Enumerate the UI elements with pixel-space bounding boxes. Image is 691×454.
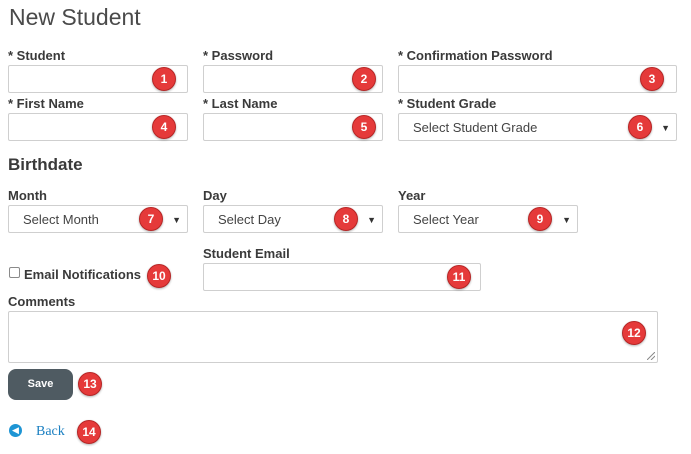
last-name-label: * Last Name xyxy=(203,96,278,111)
back-link[interactable]: Back xyxy=(36,424,65,439)
student-grade-label: * Student Grade xyxy=(398,96,497,111)
annotation-badge-8: 8 xyxy=(334,207,358,231)
birthdate-heading: Birthdate xyxy=(8,155,83,174)
page-title: New Student xyxy=(9,4,141,30)
arrow-left-circle-icon[interactable]: ◀ xyxy=(9,424,22,437)
comments-label: Comments xyxy=(8,294,76,309)
year-selected: Select Year xyxy=(413,212,479,227)
email-notifications-checkbox[interactable] xyxy=(9,267,20,278)
caret-down-icon: ▼ xyxy=(367,215,376,225)
password-label: * Password xyxy=(203,48,274,63)
comments-textarea[interactable] xyxy=(8,311,658,363)
email-notifications-label: Email Notifications xyxy=(24,267,142,282)
annotation-badge-4: 4 xyxy=(152,115,176,139)
annotation-badge-7: 7 xyxy=(139,207,163,231)
month-selected: Select Month xyxy=(23,212,99,227)
annotation-badge-1: 1 xyxy=(152,67,176,91)
caret-down-icon: ▼ xyxy=(172,215,181,225)
annotation-badge-3: 3 xyxy=(640,67,664,91)
annotation-badge-6: 6 xyxy=(628,115,652,139)
month-label: Month xyxy=(8,188,47,203)
caret-down-icon: ▼ xyxy=(562,215,571,225)
student-email-input[interactable] xyxy=(203,263,481,291)
day-selected: Select Day xyxy=(218,212,281,227)
annotation-badge-2: 2 xyxy=(352,67,376,91)
annotation-badge-10: 10 xyxy=(147,264,171,288)
annotation-badge-13: 13 xyxy=(78,372,102,396)
annotation-badge-12: 12 xyxy=(622,321,646,345)
resize-handle-icon[interactable] xyxy=(647,352,655,360)
annotation-badge-5: 5 xyxy=(352,115,376,139)
confirmation-password-label: * Confirmation Password xyxy=(398,48,553,63)
annotation-badge-11: 11 xyxy=(447,265,471,289)
student-grade-selected: Select Student Grade xyxy=(413,120,538,135)
first-name-label: * First Name xyxy=(8,96,84,111)
student-email-label: Student Email xyxy=(203,246,290,261)
annotation-badge-9: 9 xyxy=(528,207,552,231)
confirmation-password-input[interactable] xyxy=(398,65,677,93)
annotation-badge-14: 14 xyxy=(77,420,101,444)
student-label: * Student xyxy=(8,48,66,63)
day-label: Day xyxy=(203,188,227,203)
year-label: Year xyxy=(398,188,426,203)
save-button[interactable]: Save xyxy=(8,369,73,400)
caret-down-icon: ▼ xyxy=(661,123,670,133)
